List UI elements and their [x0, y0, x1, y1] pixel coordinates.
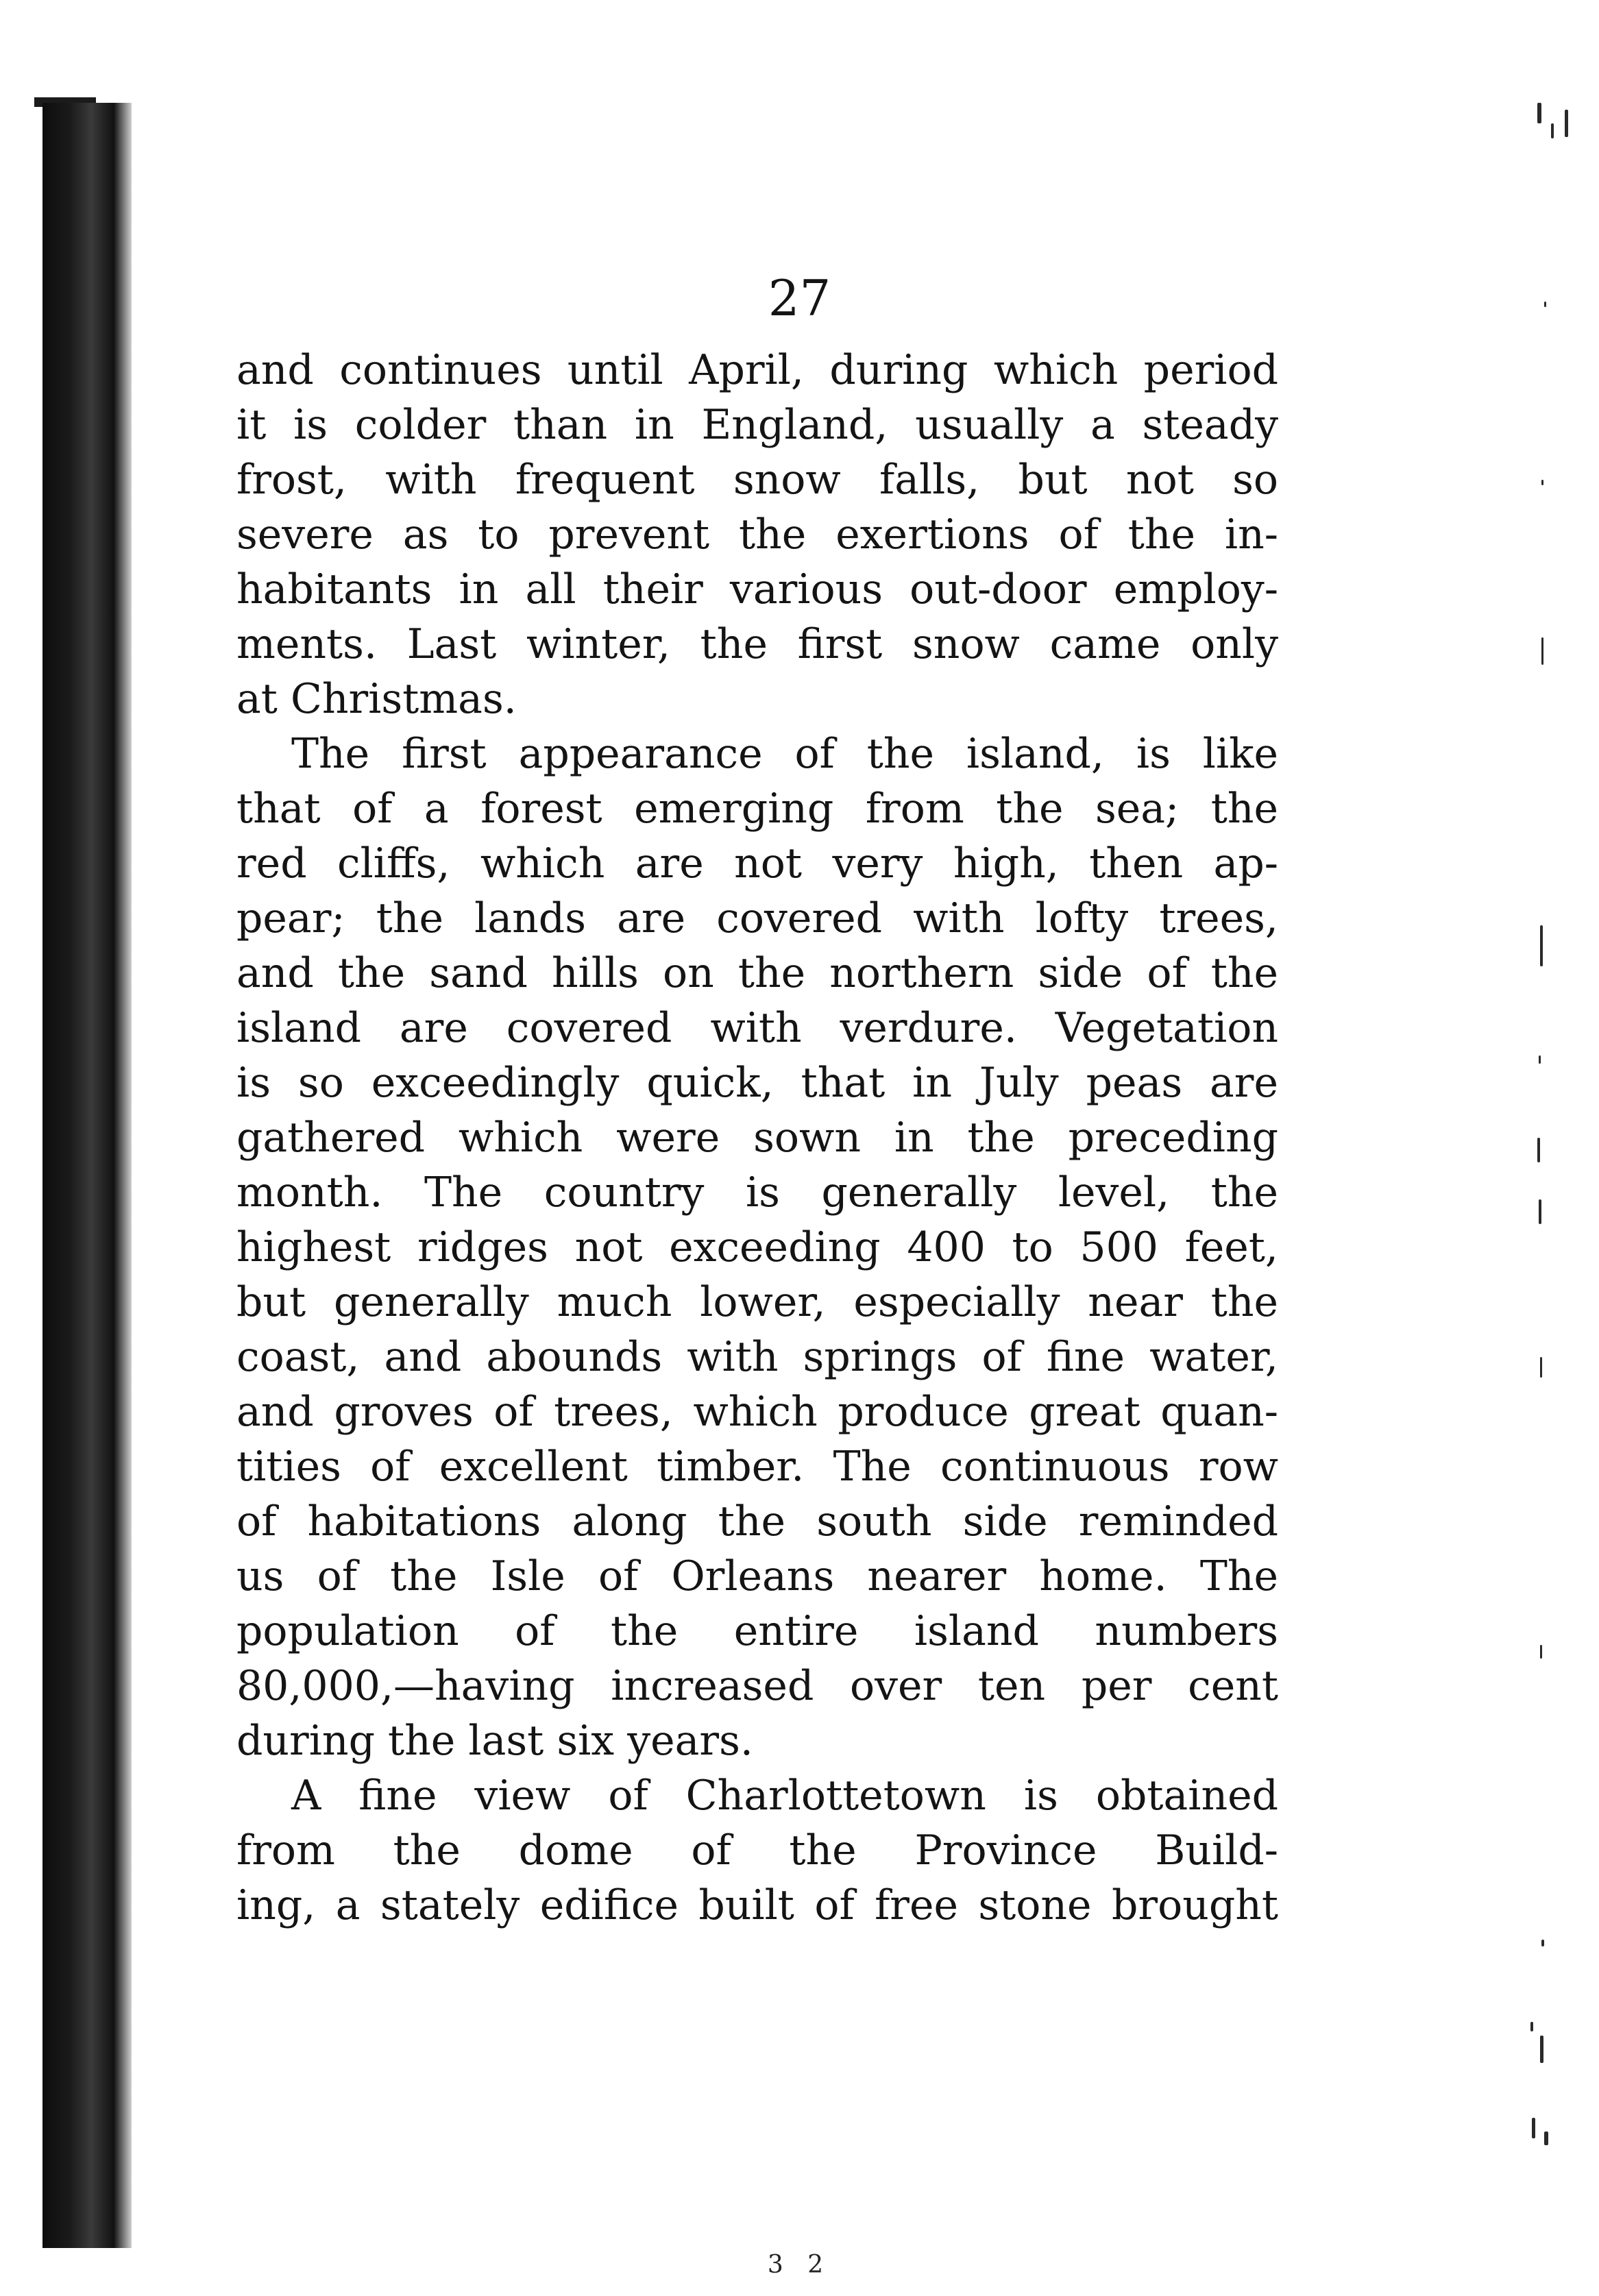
- speck: [1551, 123, 1554, 138]
- speck: [1540, 1645, 1542, 1659]
- text-line: and groves of trees, which produce great quan-: [236, 1388, 1278, 1436]
- text-line: gathered which were sown in the preceding: [236, 1114, 1278, 1162]
- text-line: ments. Last winter, the first snow came only: [236, 620, 1278, 668]
- page-edge-specks: [1517, 103, 1599, 2227]
- speck: [1540, 2036, 1543, 2063]
- paragraph-2: [236, 726, 1278, 1768]
- speck: [1539, 1199, 1541, 1224]
- speck: [1541, 637, 1543, 665]
- speck: [1530, 2022, 1533, 2031]
- text-line: it is colder than in England, usually a steady: [236, 401, 1278, 449]
- text-line: ing, a stately edifice built of free stone brought: [236, 1881, 1278, 1929]
- page-number: 27: [768, 269, 831, 327]
- text-line: habitants in all their various out-door employ-: [236, 565, 1278, 613]
- text-line: island are covered with verdure. Vegetation: [236, 1004, 1278, 1052]
- text-line: 80,000,—having increased over ten per cent: [236, 1662, 1278, 1710]
- text-line: highest ridges not exceeding 400 to 500 feet,: [236, 1223, 1278, 1271]
- text-line: us of the Isle of Orleans nearer home. The: [236, 1552, 1278, 1600]
- speck: [1541, 480, 1543, 485]
- text-line: tities of excellent timber. The continuous row: [236, 1443, 1278, 1491]
- text-line: severe as to prevent the exertions of the in-: [236, 511, 1278, 559]
- text-line: is so exceedingly quick, that in July peas are: [236, 1059, 1278, 1107]
- signature-mark: 3 2: [767, 2251, 832, 2279]
- text-line: but generally much lower, especially near the: [236, 1278, 1278, 1326]
- text-line: and the sand hills on the northern side of the: [236, 949, 1278, 997]
- speck: [1537, 1138, 1540, 1162]
- speck: [1537, 103, 1541, 123]
- text-line: A fine view of Charlottetown is obtained: [291, 1772, 1278, 1820]
- text-line: coast, and abounds with springs of fine water,: [236, 1333, 1278, 1381]
- text-line: of habitations along the south side reminded: [236, 1498, 1278, 1546]
- text-line: at Christmas.: [236, 675, 517, 723]
- speck: [1532, 2118, 1535, 2138]
- text-line: The first appearance of the island, is like: [291, 730, 1278, 778]
- text-line: and continues until April, during which period: [236, 346, 1278, 394]
- binding-strip: [42, 103, 132, 2248]
- text-line: frost, with frequent snow falls, but not so: [236, 456, 1278, 504]
- text-line: population of the entire island numbers: [236, 1607, 1278, 1655]
- text-line: during the last six years.: [236, 1717, 753, 1765]
- text-line: pear; the lands are covered with lofty trees,: [236, 894, 1278, 942]
- speck: [1565, 110, 1568, 137]
- speck: [1540, 925, 1543, 966]
- speck: [1539, 1055, 1541, 1064]
- paragraph-3: [236, 1768, 1278, 1933]
- text-line: red cliffs, which are not very high, then ap-: [236, 840, 1278, 888]
- text-block: [236, 343, 1278, 1933]
- text-line: from the dome of the Province Build-: [236, 1827, 1278, 1874]
- speck: [1541, 1940, 1544, 1946]
- paragraph-1: [236, 343, 1278, 726]
- text-line: that of a forest emerging from the sea; the: [236, 785, 1278, 833]
- text-line: month. The country is generally level, the: [236, 1169, 1278, 1217]
- speck: [1540, 1357, 1542, 1378]
- speck: [1544, 2132, 1548, 2145]
